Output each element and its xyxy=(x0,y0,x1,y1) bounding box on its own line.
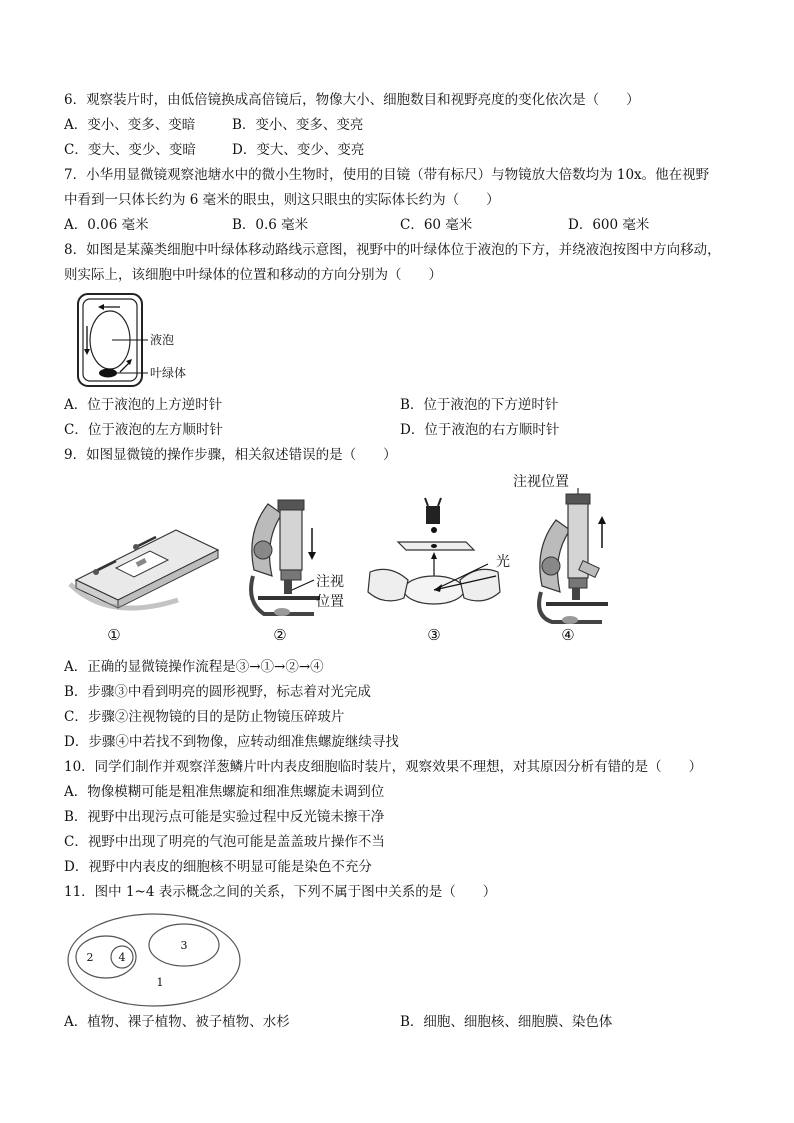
label-watch-line2: 位置 xyxy=(316,594,344,610)
q6-option-b: B．变小、变多、变亮 xyxy=(232,117,364,133)
q7-option-b: B．0.6 毫米 xyxy=(232,217,309,233)
q8-option-d: D．位于液泡的右方顺时针 xyxy=(400,422,560,438)
label-chloroplast: 叶绿体 xyxy=(150,366,187,380)
q7-stem-line2: 中看到一只体长约为 6 毫米的眼虫，则这只眼虫的实际体长约为（ ） xyxy=(64,192,500,208)
label-3: 3 xyxy=(180,939,188,952)
label-light: 光 xyxy=(496,554,510,570)
arrow-down-icon xyxy=(84,349,90,355)
q9-option-a: A．正确的显微镜操作流程是③→①→②→④ xyxy=(64,659,324,675)
step3-mirror-light xyxy=(368,498,500,604)
q8-option-b: B．位于液泡的下方逆时针 xyxy=(400,397,559,413)
arrow-up-icon xyxy=(598,516,606,524)
chloroplast-shape xyxy=(99,369,117,378)
step3-number: ③ xyxy=(427,626,441,644)
q9-option-c: C．步骤②注视物镜的目的是防止物镜压碎玻片 xyxy=(64,709,345,725)
q6-option-d: D．变大、变少、变亮 xyxy=(232,142,365,158)
q6-stem: 6．观察装片时，由低倍镜换成高倍镜后，物像大小、细胞数目和视野亮度的变化依次是（ ） xyxy=(64,92,640,108)
step1-number: ① xyxy=(107,626,121,644)
step4-number: ④ xyxy=(561,626,575,644)
label-watch-line1: 注视 xyxy=(316,574,344,590)
arrow-down-icon xyxy=(308,552,316,560)
arrow-top-left-icon xyxy=(98,304,104,310)
q7-option-c: C．60 毫米 xyxy=(400,217,473,233)
label-2: 2 xyxy=(86,951,94,964)
label-1: 1 xyxy=(156,976,164,989)
step2-number: ② xyxy=(273,626,287,644)
q8-option-a: A．位于液泡的上方逆时针 xyxy=(64,397,223,413)
q9-option-b: B．步骤③中看到明亮的圆形视野，标志着对光完成 xyxy=(64,684,371,700)
q9-stem: 9．如图显微镜的操作步骤，相关叙述错误的是（ ） xyxy=(64,447,397,463)
label-watch-position: 注视位置 xyxy=(513,474,569,490)
label-4: 4 xyxy=(118,951,126,964)
microscope-steps-figure xyxy=(68,472,628,650)
arrow-up-right-icon xyxy=(126,359,132,365)
step1-slide-stage xyxy=(70,530,218,608)
chloroplast-movement-figure xyxy=(76,292,236,388)
label-vacuole: 液泡 xyxy=(150,333,175,347)
q10-stem: 10．同学们制作并观察洋葱鳞片叶内表皮细胞临时装片，观察效果不理想，对其原因分析有错的是（ ） xyxy=(64,759,703,775)
q7-option-d: D．600 毫米 xyxy=(568,217,650,233)
step2-microscope xyxy=(251,500,320,616)
step4-microscope xyxy=(539,488,608,624)
q9-option-d: D．步骤④中若找不到物像，应转动细准焦螺旋继续寻找 xyxy=(64,734,399,750)
q8-option-c: C．位于液泡的左方顺时针 xyxy=(64,422,223,438)
circle-2 xyxy=(76,936,136,978)
q6-option-a: A．变小、变多、变暗 xyxy=(64,117,196,133)
concept-relation-diagram xyxy=(66,910,246,1010)
q11-stem: 11．图中 1~4 表示概念之间的关系，下列不属于图中关系的是（ ） xyxy=(64,884,497,900)
q10-option-c: C．视野中出现了明亮的气泡可能是盖盖玻片操作不当 xyxy=(64,834,385,850)
q11-option-b: B．细胞、细胞核、细胞膜、染色体 xyxy=(400,1014,613,1030)
q11-option-a: A．植物、裸子植物、被子植物、水杉 xyxy=(64,1014,290,1030)
q8-stem-line2: 则实际上，该细胞中叶绿体的位置和移动的方向分别为（ ） xyxy=(64,267,442,283)
circle-1 xyxy=(68,914,240,1006)
q7-stem-line1: 7．小华用显微镜观察池塘水中的微小生物时，使用的目镜（带有标尺）与物镜放大倍数均为 10x。他在视野 xyxy=(64,167,710,183)
q8-stem-line1: 8．如图是某藻类细胞中叶绿体移动路线示意图，视野中的叶绿体位于液泡的下方，并绕液泡按图中方向移动， xyxy=(64,242,721,258)
q10-option-a: A．物像模糊可能是粗准焦螺旋和细准焦螺旋未调到位 xyxy=(64,784,385,800)
q10-option-d: D．视野中内表皮的细胞核不明显可能是染色不充分 xyxy=(64,859,372,875)
q10-option-b: B．视野中出现污点可能是实验过程中反光镜未擦干净 xyxy=(64,809,385,825)
q7-option-a: A．0.06 毫米 xyxy=(64,217,149,233)
q6-option-c: C．变大、变少、变暗 xyxy=(64,142,196,158)
